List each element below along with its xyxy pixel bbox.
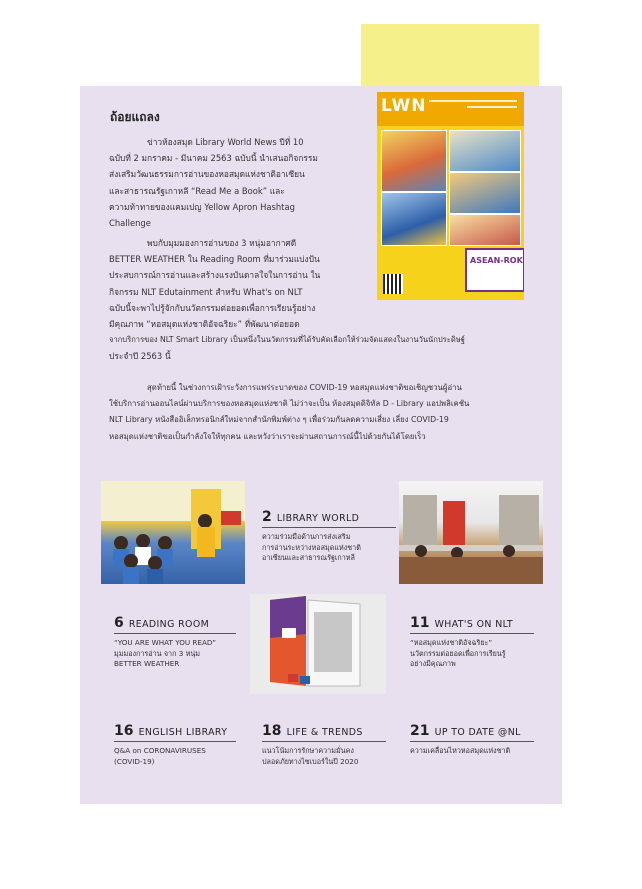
page-number: 2 [262,509,272,525]
editorial-paragraph-2 [109,235,465,365]
text-line: ประสบการณ์การอ่านและสร้างแรงบันดาลใจในการอ่าน ใน [109,270,321,281]
description-line: นวัตกรรมต่อยอดเพื่อการเรียนรู้ [410,648,506,658]
text-line: NLT Library หนังสืออิเล็กทรอนิกส์ใหม่จากสำนักพิมพ์ต่าง ๆ เพื่อร่วมกันลดความเสี่ยง เลี่ยง COVID-19 [109,415,449,425]
section-title: LIFE & TRENDS [286,727,363,738]
text-line: Challenge [109,218,151,229]
description-line: (COVID-19) [114,756,155,766]
text-line: ข่าวห้องสมุด Library World News ปีที่ 10 [147,137,304,147]
section-description [114,746,236,767]
section-library-world[interactable] [262,506,396,564]
cover-badge-text: ASEAN-ROK [470,256,523,265]
section-reading-room[interactable] [114,612,236,670]
description-line: มุมมองการอ่าน จาก 3 หนุ่ม [114,648,200,658]
text-line: ฉบับที่ 2 มกราคม - มีนาคม 2563 ฉบับนี้ นำเสนอกิจกรรม [109,153,318,164]
section-description [262,746,386,767]
page-number: 6 [114,615,124,631]
text-line: ความท้าทายของแคมเปญ Yellow Apron Hashtag [109,201,295,212]
text-line: สุดท้ายนี้ ในช่วงการเฝ้าระวังการแพร่ระบาดของ COVID-19 หอสมุดแห่งชาติขอเชิญชวนผู้อ่าน [147,383,462,392]
section-title: ENGLISH LIBRARY [138,727,228,738]
description-line: อย่างมีคุณภาพ [410,659,456,668]
section-title: WHAT'S ON NLT [434,619,514,630]
booklet-photo [250,594,386,694]
description-line: Q&A on CORONAVIRUSES [114,746,206,755]
description-line: อาเซียนและสาธารณรัฐเกาหลี [262,553,355,562]
text-line: ส่งเสริมวัฒนธรรมการอ่านของหอสมุดแห่งชาติอาเซียน [109,169,305,180]
text-line: หอสมุดแห่งชาติขอเป็นกำลังใจให้ทุกคน และหวังว่าเราจะผ่านสถานการณ์นี้ไปด้วยกันได้โดยเร็ว [109,431,426,441]
section-divider [114,633,236,634]
page-number: 21 [410,723,430,739]
text-line: ประจำปี 2563 นี้ [109,351,171,362]
section-divider [114,741,236,742]
section-title: READING ROOM [128,619,210,630]
library-room-photo [399,481,543,584]
text-line: และสาธารณรัฐเกาหลี “Read Me a Book” และ [109,185,285,196]
description-line: แนวโน้มการรักษาความมั่นคง [262,746,354,755]
kids-illustration [101,481,245,584]
description-line: BETTER WEATHER [114,659,180,668]
text-line: มีคุณภาพ “หอสมุดแห่งชาติอัจฉริยะ” ที่พัฒนาต่อยอด [109,319,300,330]
description-line: ความร่วมมือด้านการส่งเสริม [262,532,351,541]
text-line: พบกับมุมมองการอ่านของ 3 หนุ่มอากาศดี [147,238,297,248]
section-divider [410,633,534,634]
section-up-to-date[interactable] [410,720,534,757]
text-line: BETTER WEATHER ใน Reading Room ที่มาร่วมแบ่งปัน [109,254,320,265]
description-line: การอ่านระหว่างหอสมุดแห่งชาติ [262,542,361,552]
kids-reading-photo [101,481,245,584]
cover-badge [465,248,524,292]
description-line: ความเคลื่อนไหวหอสมุดแห่งชาติ [410,746,511,755]
section-divider [410,741,534,742]
section-description [262,532,396,564]
editorial-paragraph-1 [109,134,318,231]
cover-photo [381,130,447,192]
section-description [410,746,534,757]
text-line: จากบริการของ NLT Smart Library เป็นหนึ่งในนวัตกรรมที่ได้รับคัดเลือกให้ร่วมจัดแสดงในงานวันนักประดิษฐ์ [109,335,465,345]
text-line: ฉบับนี้จะพาไปรู้จักกับนวัตกรรมต่อยอดเพื่อการเรียนรู้อย่าง [109,302,316,313]
description-line: ปลอดภัยทางไซเบอร์ในปี 2020 [262,756,359,766]
page-number: 16 [114,723,134,739]
section-description [114,638,236,670]
section-whats-on-nlt[interactable] [410,612,534,670]
section-description [410,638,534,670]
section-divider [262,741,386,742]
section-title: LIBRARY WORLD [276,513,360,524]
description-line: “YOU ARE WHAT YOU READ” [114,638,216,647]
section-life-trends[interactable] [262,720,386,767]
cover-photo [449,172,521,214]
page-number: 18 [262,723,282,739]
cover-heading-line [467,106,517,108]
cover-logo: LWN [381,96,427,116]
section-divider [262,527,396,528]
section-english-library[interactable] [114,720,236,767]
description-line: “หอสมุดแห่งชาติอัจฉริยะ” [410,638,493,647]
text-line: กิจกรรม NLT Edutainment สำหรับ What's on NLT [109,286,303,297]
page-number: 11 [410,615,430,631]
cover-heading-line [429,100,517,102]
section-title: UP TO DATE @NL [434,727,521,738]
booklet-illustration [250,594,386,694]
editorial-heading: ถ้อยแถลง [110,110,160,124]
editorial-paragraph-3 [109,380,469,445]
cover-photo [449,130,521,172]
text-line: ใช้บริการอ่านออนไลน์ผ่านบริการของหอสมุดแห่งชาติ ไม่ว่าจะเป็น ห้องสมุดดิจิทัล D - Library แอปพลิเคชัน [109,399,470,409]
library-illustration [399,481,543,584]
